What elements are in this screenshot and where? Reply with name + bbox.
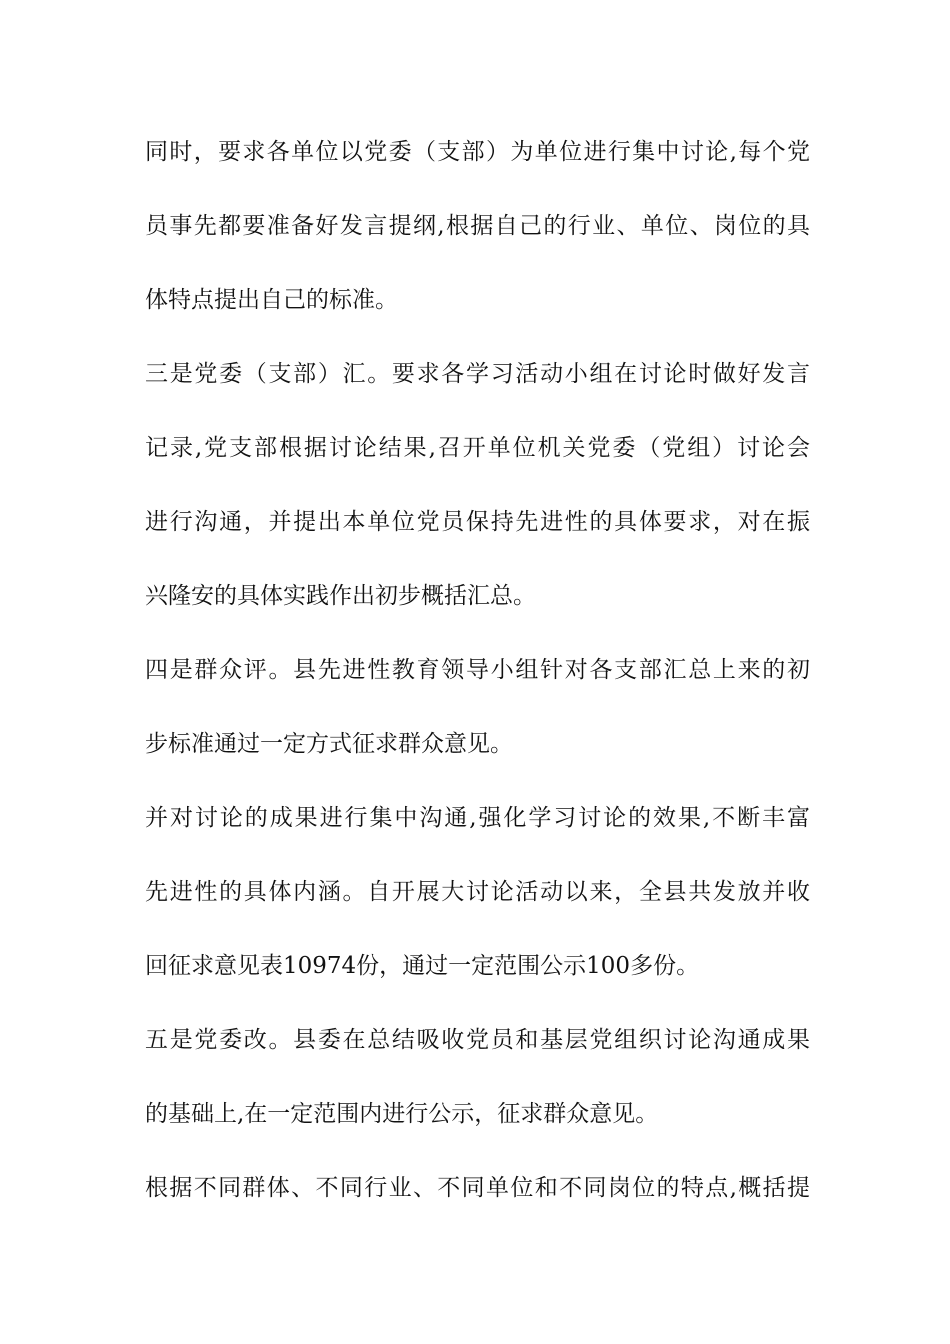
text-line: 根据不同群体、不同行业、不同单位和不同岗位的特点,概括提 [145, 1175, 810, 1201]
text-line: 同时，要求各单位以党委（支部）为单位进行集中讨论,每个党 [145, 139, 810, 165]
text-line: 并对讨论的成果进行集中沟通,强化学习讨论的效果,不断丰富 [145, 805, 810, 831]
text-line: 记录,党支部根据讨论结果,召开单位机关党委（党组）讨论会 [145, 435, 810, 461]
text-line: 进行沟通，并提出本单位党员保持先进性的具体要求，对在振 [145, 509, 810, 535]
text-line: 员事先都要准备好发言提纲,根据自己的行业、单位、岗位的具 [145, 213, 810, 239]
text-line: 回征求意见表10974份，通过一定范围公示100多份。 [145, 953, 700, 979]
text-line: 先进性的具体内涵。自开展大讨论活动以来，全县共发放并收 [145, 879, 810, 905]
text-line: 体特点提出自己的标准。 [145, 287, 398, 313]
text-line: 三是党委（支部）汇。要求各学习活动小组在讨论时做好发言 [145, 361, 810, 387]
text-line: 的基础上,在一定范围内进行公示，征求群众意见。 [145, 1101, 659, 1127]
text-line: 步标准通过一定方式征求群众意见。 [145, 731, 513, 757]
text-line: 五是党委改。县委在总结吸收党员和基层党组织讨论沟通成果 [145, 1027, 810, 1053]
text-line: 兴隆安的具体实践作出初步概括汇总。 [145, 583, 536, 609]
text-line: 四是群众评。县先进性教育领导小组针对各支部汇总上来的初 [145, 657, 810, 683]
